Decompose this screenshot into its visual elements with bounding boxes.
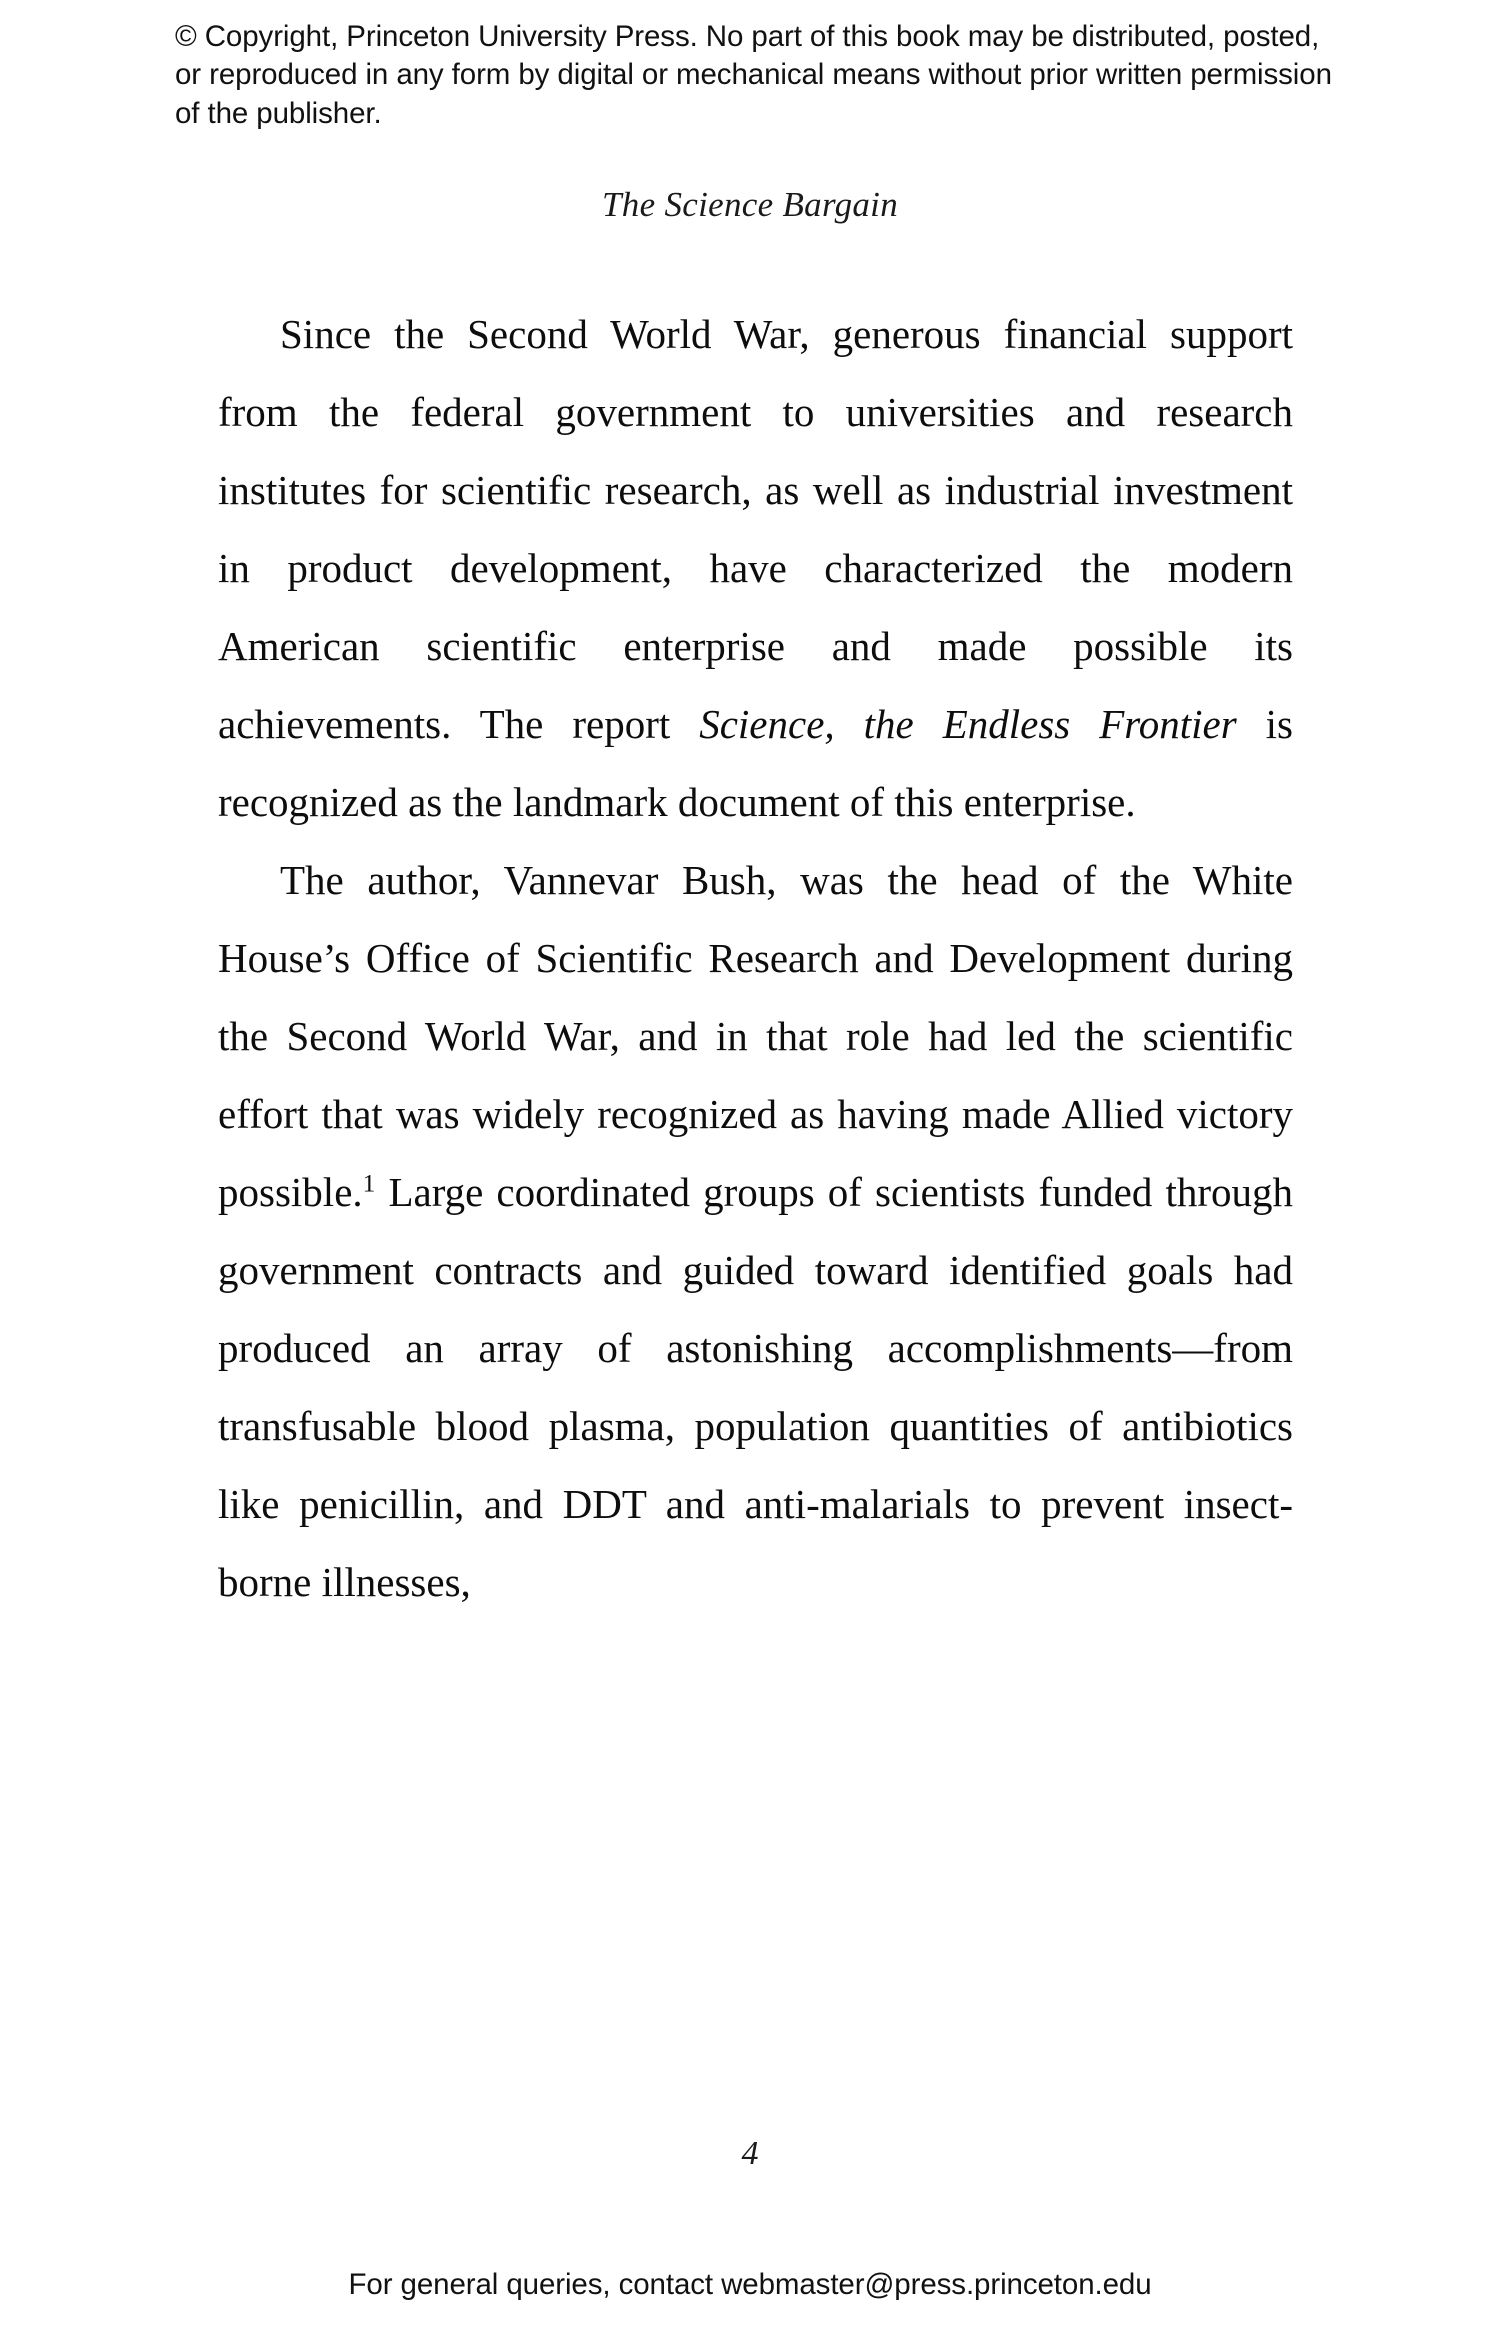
running-head: The Science Bargain bbox=[602, 185, 898, 224]
page-number: 4 bbox=[741, 2135, 759, 2172]
paragraph-1 bbox=[218, 295, 1293, 841]
paragraph-1-title-italic: Science, the Endless Frontier bbox=[699, 701, 1237, 747]
copyright-notice: © Copyright, Princeton University Press. No part of this book may be distributed, posted, or reproduced in any form by digital or mechanical means without prior written permission of the publisher. bbox=[175, 20, 1332, 130]
paragraph-2-segment-3: Large coordinated groups of scientists funded through government contracts and guided toward identified goals had produced an array of astonishing accomplishments—from transfusable blood plasma, population quantities of antibiotics like penicillin, and DDT and anti-malarials to prevent insect-borne illnesses, bbox=[218, 1169, 1293, 1605]
footer-query-line: For general queries, contact webmaster@press.princeton.edu bbox=[348, 2268, 1152, 2301]
paragraph-1-segment-1: Since the Second World War, generous financial support from the federal government to universities and research institutes for scientific research, as well as industrial investment in product development, have characterized the modern American scientific enterprise and made possible its achievements. The report bbox=[218, 311, 1293, 747]
body-text bbox=[218, 295, 1293, 1621]
paragraph-2 bbox=[218, 841, 1293, 1621]
paragraph-2-segment-1: The author, Vannevar Bush, was the head of the White House’s Office of Scientific Research and Development during the Second World War, and in that role had led the scientific effort that was widely recognized as having made Allied victory possible. bbox=[218, 857, 1293, 1215]
footnote-marker-1[interactable]: 1 bbox=[362, 1169, 376, 1198]
paragraph-1-segment-3: is recognized as the landmark document of this enterprise. bbox=[218, 701, 1293, 825]
